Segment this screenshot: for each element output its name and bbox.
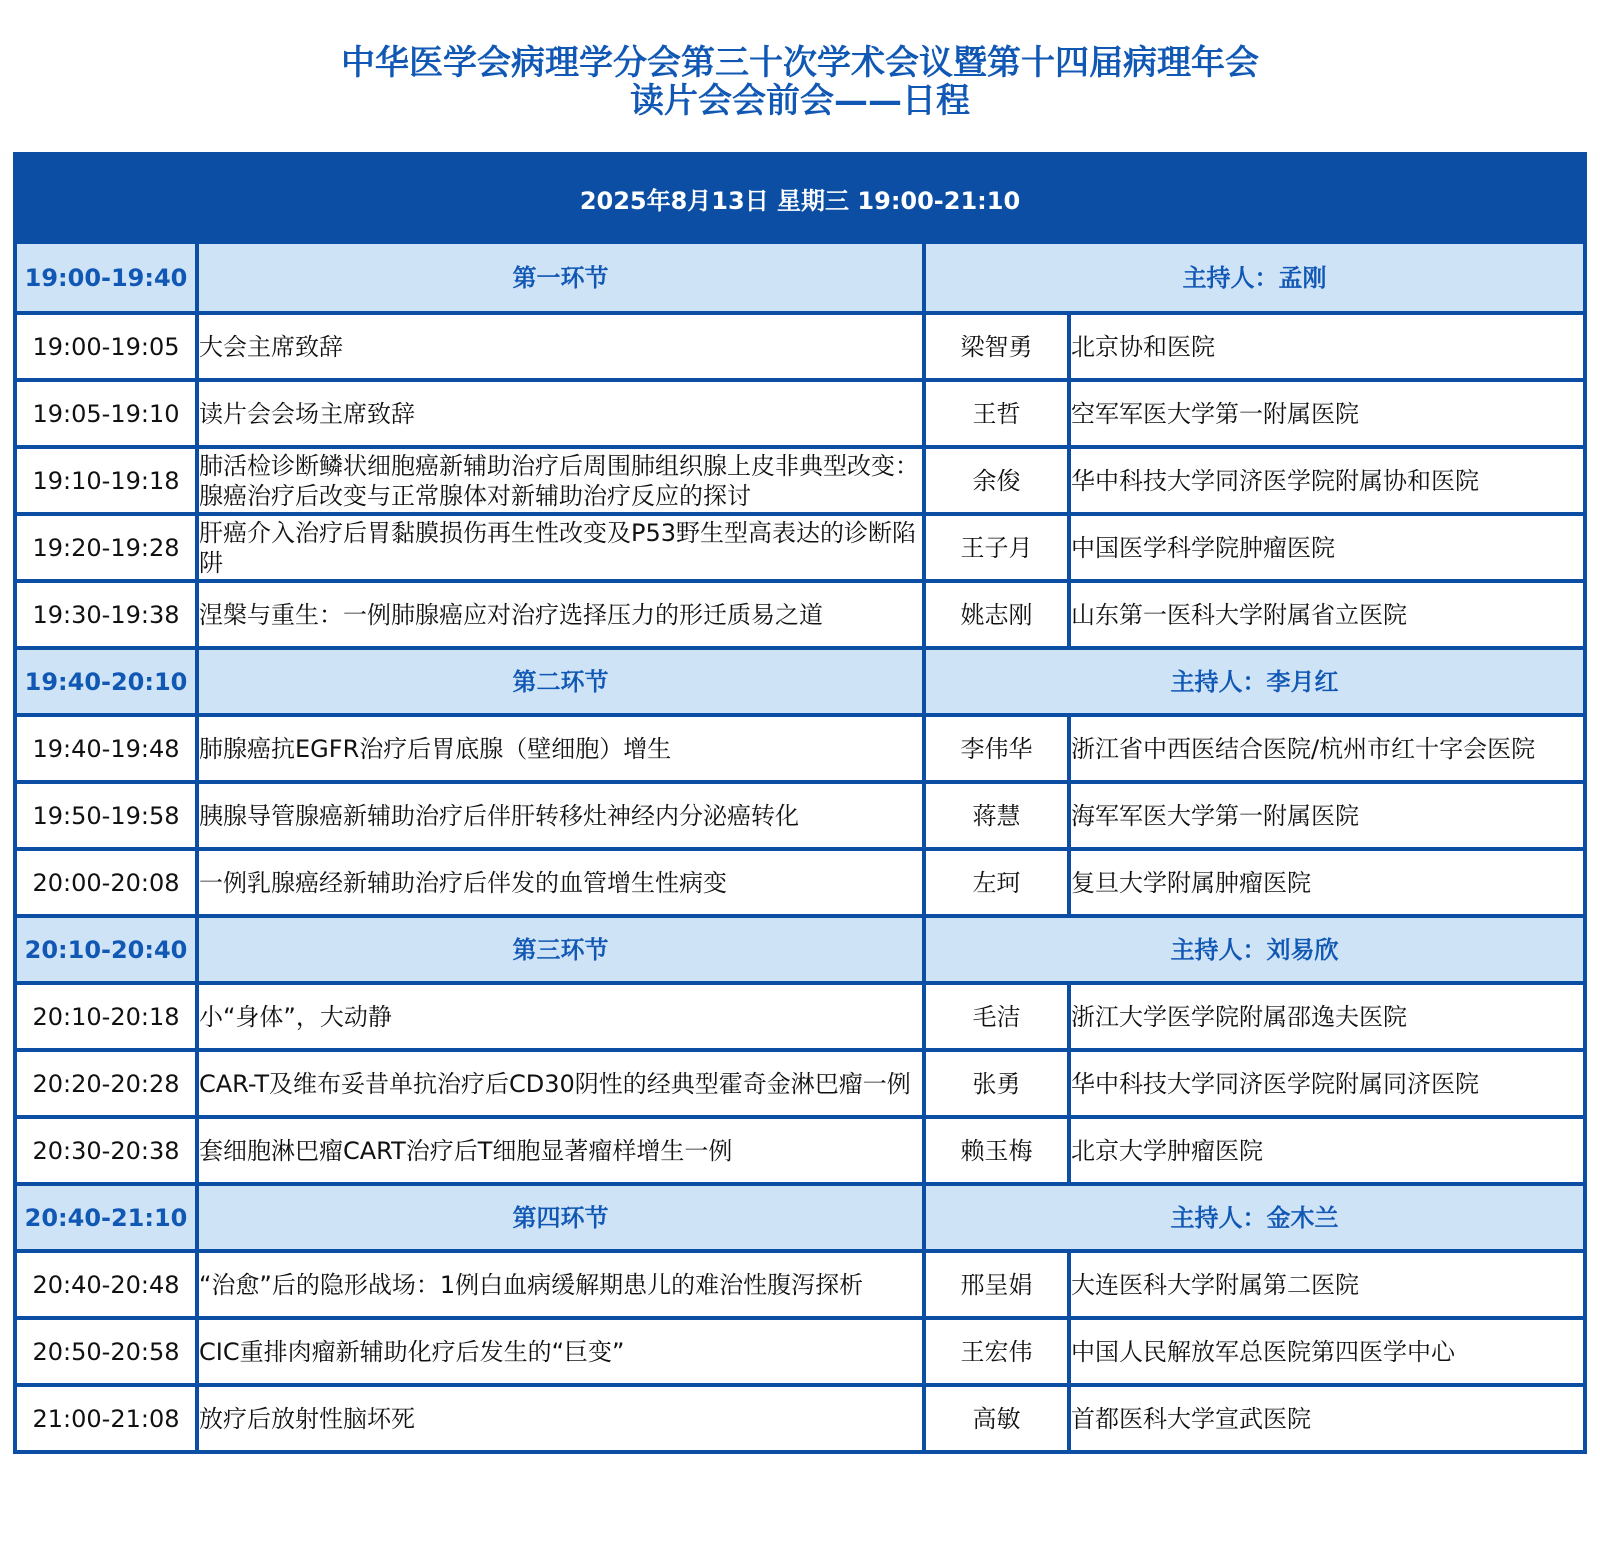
speaker-org: 中国医学科学院肿瘤医院: [1071, 512, 1583, 579]
table-row: [17, 981, 1583, 1048]
talk-time: 19:50-19:58: [17, 780, 199, 847]
speaker-org: 海军军医大学第一附属医院: [1071, 780, 1583, 847]
table-row: [17, 1115, 1583, 1182]
speaker-org: 空军军医大学第一附属医院: [1071, 378, 1583, 445]
table-row: [17, 378, 1583, 445]
date-header: [13, 152, 1587, 244]
talk-time: 20:20-20:28: [17, 1048, 199, 1115]
talk-time: 19:10-19:18: [17, 445, 199, 512]
talk-topic: 读片会会场主席致辞: [199, 378, 926, 445]
speaker-name: 高敏: [926, 1383, 1071, 1450]
speaker-org: 中国人民解放军总医院第四医学中心: [1071, 1316, 1583, 1383]
session-host: 主持人：金木兰: [926, 1182, 1583, 1249]
talk-topic: “治愈”后的隐形战场：1例白血病缓解期患儿的难治性腹泻探析: [199, 1249, 926, 1316]
table-row: [17, 1048, 1583, 1115]
table-row: [17, 1249, 1583, 1316]
session-host: 主持人：刘易欣: [926, 914, 1583, 981]
table-row: [17, 512, 1583, 579]
speaker-name: 邢呈娟: [926, 1249, 1071, 1316]
session-row: [17, 914, 1583, 981]
schedule-table: [13, 244, 1587, 1454]
title-line-2: 读片会会前会——日程: [630, 81, 970, 121]
session-time: 19:40-20:10: [17, 646, 199, 713]
speaker-org: 山东第一医科大学附属省立医院: [1071, 579, 1583, 646]
talk-topic: CIC重排肉瘤新辅助化疗后发生的“巨变”: [199, 1316, 926, 1383]
talk-time: 20:10-20:18: [17, 981, 199, 1048]
session-row: [17, 244, 1583, 311]
table-row: [17, 311, 1583, 378]
table-row: [17, 780, 1583, 847]
speaker-name: 张勇: [926, 1048, 1071, 1115]
talk-topic: 大会主席致辞: [199, 311, 926, 378]
talk-topic: 一例乳腺癌经新辅助治疗后伴发的血管增生性病变: [199, 847, 926, 914]
session-host: 主持人：孟刚: [926, 244, 1583, 311]
speaker-name: 赖玉梅: [926, 1115, 1071, 1182]
title-line-1: 中华医学会病理学分会第三十次学术会议暨第十四届病理年会: [341, 43, 1259, 83]
talk-topic: 胰腺导管腺癌新辅助治疗后伴肝转移灶神经内分泌癌转化: [199, 780, 926, 847]
talk-topic: 涅槃与重生：一例肺腺癌应对治疗选择压力的形迁质易之道: [199, 579, 926, 646]
session-time: 20:40-21:10: [17, 1182, 199, 1249]
speaker-name: 王哲: [926, 378, 1071, 445]
speaker-org: 华中科技大学同济医学院附属协和医院: [1071, 445, 1583, 512]
talk-time: 20:00-20:08: [17, 847, 199, 914]
talk-topic: 肺腺癌抗EGFR治疗后胃底腺（壁细胞）增生: [199, 713, 926, 780]
table-row: [17, 579, 1583, 646]
speaker-org: 华中科技大学同济医学院附属同济医院: [1071, 1048, 1583, 1115]
table-row: [17, 445, 1583, 512]
talk-time: 19:30-19:38: [17, 579, 199, 646]
talk-topic: 小“身体”，大动静: [199, 981, 926, 1048]
session-row: [17, 1182, 1583, 1249]
speaker-name: 李伟华: [926, 713, 1071, 780]
session-row: [17, 646, 1583, 713]
session-time: 19:00-19:40: [17, 244, 199, 311]
session-name: 第三环节: [199, 914, 926, 981]
date-header-text: 2025年8月13日 星期三 19:00-21:10: [579, 186, 1021, 215]
talk-time: 21:00-21:08: [17, 1383, 199, 1450]
talk-topic: 肺活检诊断鳞状细胞癌新辅助治疗后周围肺组织腺上皮非典型改变：腺癌治疗后改变与正常腺体对新辅助治疗反应的探讨: [199, 445, 926, 512]
speaker-org: 大连医科大学附属第二医院: [1071, 1249, 1583, 1316]
talk-time: 20:40-20:48: [17, 1249, 199, 1316]
speaker-org: 浙江大学医学院附属邵逸夫医院: [1071, 981, 1583, 1048]
talk-topic: 放疗后放射性脑坏死: [199, 1383, 926, 1450]
table-row: [17, 1383, 1583, 1450]
table-row: [17, 847, 1583, 914]
session-name: 第一环节: [199, 244, 926, 311]
speaker-name: 王子月: [926, 512, 1071, 579]
speaker-name: 梁智勇: [926, 311, 1071, 378]
speaker-org: 北京大学肿瘤医院: [1071, 1115, 1583, 1182]
speaker-name: 余俊: [926, 445, 1071, 512]
session-name: 第二环节: [199, 646, 926, 713]
table-row: [17, 713, 1583, 780]
talk-topic: CAR-T及维布妥昔单抗治疗后CD30阴性的经典型霍奇金淋巴瘤一例: [199, 1048, 926, 1115]
talk-time: 19:00-19:05: [17, 311, 199, 378]
talk-time: 19:20-19:28: [17, 512, 199, 579]
session-time: 20:10-20:40: [17, 914, 199, 981]
schedule-body: [17, 244, 1583, 1450]
talk-time: 19:40-19:48: [17, 713, 199, 780]
page-title: [0, 44, 1600, 120]
talk-topic: 肝癌介入治疗后胃黏膜损伤再生性改变及P53野生型高表达的诊断陷阱: [199, 512, 926, 579]
session-name: 第四环节: [199, 1182, 926, 1249]
speaker-org: 首都医科大学宣武医院: [1071, 1383, 1583, 1450]
talk-time: 20:50-20:58: [17, 1316, 199, 1383]
session-host: 主持人：李月红: [926, 646, 1583, 713]
speaker-name: 姚志刚: [926, 579, 1071, 646]
speaker-name: 蒋慧: [926, 780, 1071, 847]
speaker-org: 北京协和医院: [1071, 311, 1583, 378]
speaker-org: 复旦大学附属肿瘤医院: [1071, 847, 1583, 914]
speaker-name: 王宏伟: [926, 1316, 1071, 1383]
speaker-name: 左珂: [926, 847, 1071, 914]
table-row: [17, 1316, 1583, 1383]
talk-topic: 套细胞淋巴瘤CART治疗后T细胞显著瘤样增生一例: [199, 1115, 926, 1182]
speaker-name: 毛洁: [926, 981, 1071, 1048]
speaker-org: 浙江省中西医结合医院/杭州市红十字会医院: [1071, 713, 1583, 780]
talk-time: 19:05-19:10: [17, 378, 199, 445]
talk-time: 20:30-20:38: [17, 1115, 199, 1182]
